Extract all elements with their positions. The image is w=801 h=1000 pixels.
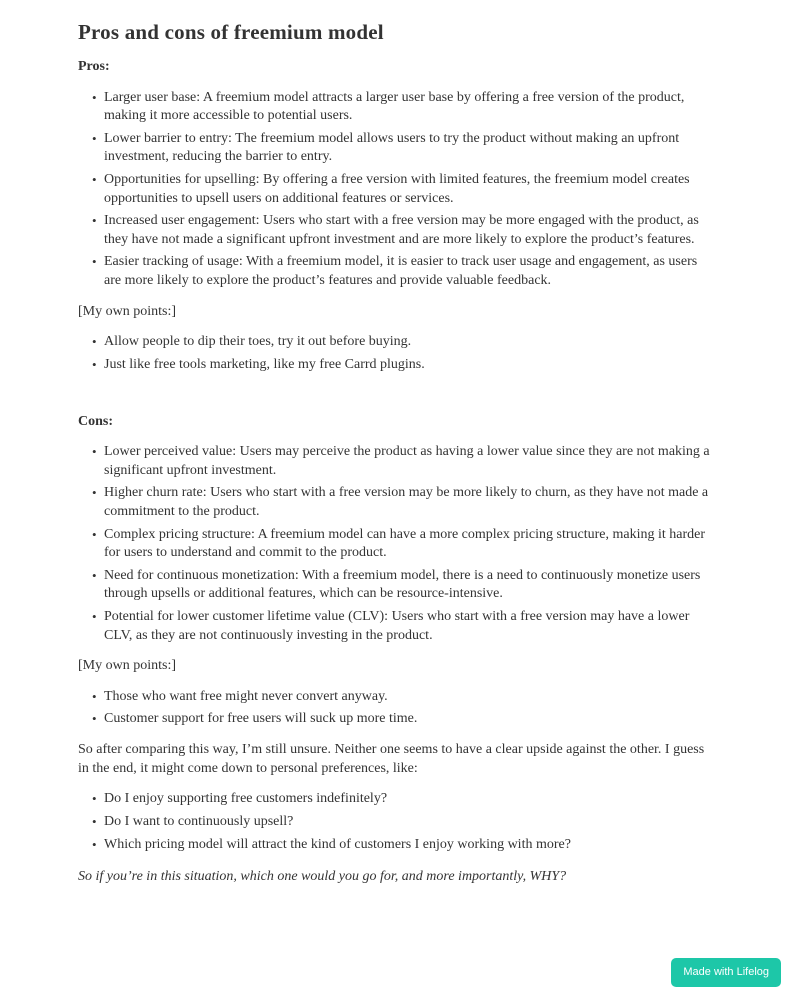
list-item: • Those who want free might never convert anyway. [104, 688, 711, 707]
list-item: • Which pricing model will attract the kind of customers I enjoy working with more? [104, 836, 711, 855]
pros-heading: Pros: [78, 59, 110, 74]
my-points-cons-list [78, 688, 711, 729]
pros-list [78, 89, 711, 291]
made-with-lifelog-badge[interactable]: Made with Lifelog [671, 958, 781, 987]
my-points-cons-label: [My own points:] [78, 658, 176, 674]
list-item: • Customer support for free users will suck up more time. [104, 710, 711, 729]
cons-heading: Cons: [78, 413, 114, 429]
list-item: • Need for continuous monetization: With a freemium model, there is a need to continuously monetize users through upsells or additional features, which can be resource-intensive. [104, 567, 711, 604]
list-item: • Lower barrier to entry: The freemium model allows users to try the product without making an upfront investment, reducing the barrier to entry. [104, 130, 711, 167]
list-item: • Do I enjoy supporting free customers indefinitely? [104, 790, 711, 809]
closing-question: So if you’re in this situation, which one would you go for, and more importantly, WHY? [78, 869, 567, 885]
list-item: • Allow people to dip their toes, try it out before buying. [104, 333, 711, 352]
my-points-pros-list [78, 333, 711, 374]
list-item: • Larger user base: A freemium model attracts a larger user base by offering a free version of the product, making it more accessible to potential users. [104, 89, 711, 126]
cons-list [78, 443, 711, 645]
list-item: • Do I want to continuously upsell? [104, 813, 711, 832]
list-item: • Opportunities for upselling: By offering a free version with limited features, the freemium model creates opportunities to upsell users on additional features or services. [104, 171, 711, 208]
list-item: • Higher churn rate: Users who start with a free version may be more likely to churn, as they have not made a commitment to the product. [104, 484, 711, 521]
list-item: • Increased user engagement: Users who start with a free version may be more engaged with the product, as they have not made a significant upfront investment and are more likely to explore the product’s features. [104, 212, 711, 249]
list-item: • Lower perceived value: Users may perceive the product as having a lower value since they are not making a significant upfront investment. [104, 443, 711, 480]
list-item: • Easier tracking of usage: With a freemium model, it is easier to track user usage and engagement, as users are more likely to explore the product’s features and provide valuable feedback. [104, 253, 711, 290]
page-title: Pros and cons of freemium model [78, 20, 384, 44]
list-item: • Just like free tools marketing, like my free Carrd plugins. [104, 356, 711, 375]
summary-paragraph: So after comparing this way, I’m still unsure. Neither one seems to have a clear upside against the other. I guess in the end, it might come down to personal preferences, like: [78, 742, 705, 776]
list-item: • Complex pricing structure: A freemium model can have a more complex pricing structure, making it harder for users to understand and commit to the product. [104, 526, 711, 563]
list-item: • Potential for lower customer lifetime value (CLV): Users who start with a free version may have a lower CLV, as they are not continuously investing in the product. [104, 608, 711, 645]
questions-list [78, 790, 711, 854]
my-points-pros-label: [My own points:] [78, 303, 176, 319]
